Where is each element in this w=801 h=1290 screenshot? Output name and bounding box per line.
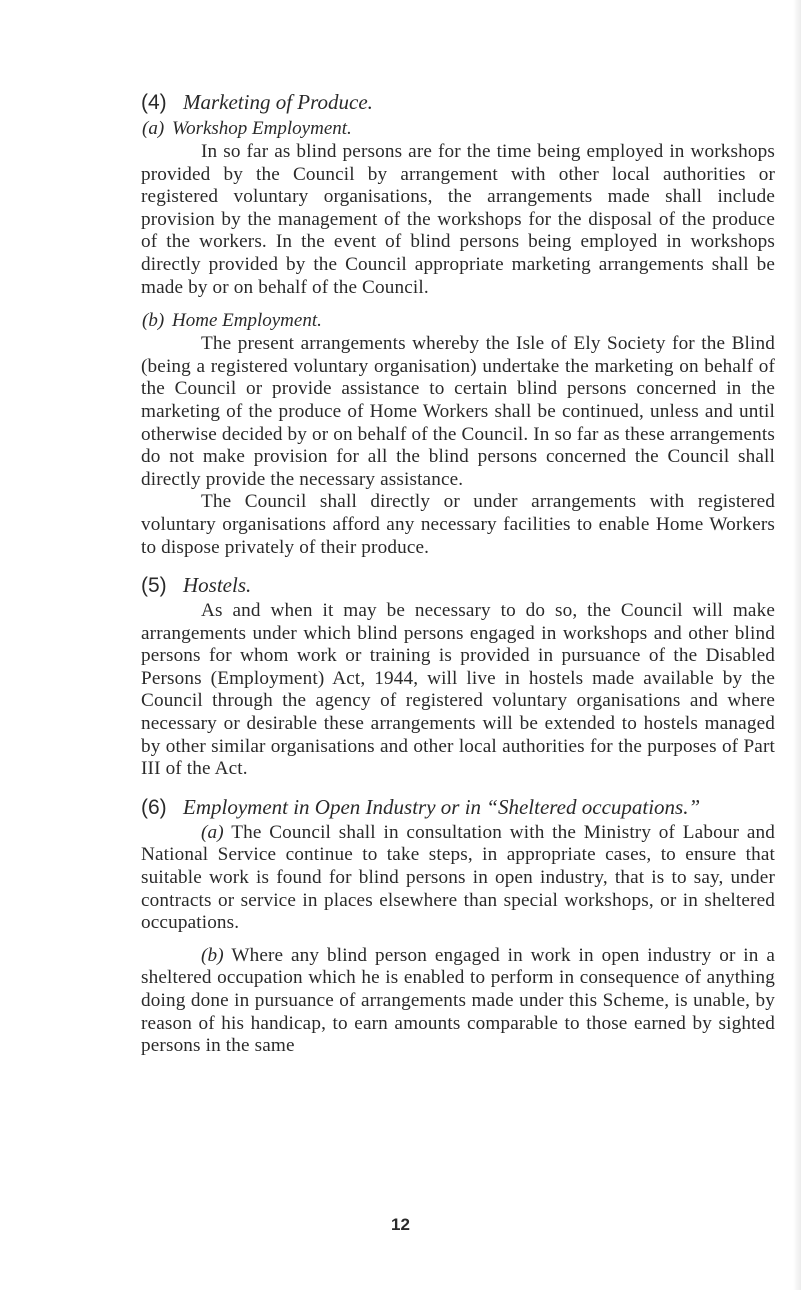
page-content [141,89,775,1058]
section-6-title: Employment in Open Industry or in “Sheltered occupations.” [183,794,701,819]
section-6a-number: (a) [201,821,224,843]
section-6b-paragraph [141,945,775,1058]
section-4-heading [141,89,775,116]
section-4b-paragraph-2: The Council shall directly or under arrangements with registered voluntary organisations afford any necessary facilities to enable Home Workers to dispose privately of their produce. [141,491,775,558]
section-5-number: (5) [141,574,167,598]
section-6a-paragraph [141,822,775,935]
page-number: 12 [391,1215,410,1234]
section-4a-number: (a) [142,118,165,139]
section-4a-paragraph: In so far as blind persons are for the time being employed in workshops provided by the Council by arrangement with other local authorities or registered voluntary organisations, the arrangements made shall include provision by the management of the workshops for the disposal of the produce of the workers. In the event of blind persons being employed in workshops directly provided by the Council appropriate marketing arrangements shall be made by or on behalf of the Council. [141,141,775,298]
section-5-paragraph: As and when it may be necessary to do so, the Council will make arrangements under which blind persons engaged in workshops and other blind persons for whom work or training is provided in pursuance of the Disabled Persons (Employment) Act, 1944, will live in hostels made available by the Council through the agency of registered voluntary organisations and where necessary or desirable these arrangements will be extended to hostels managed by other similar organisations and other local authorities for the purposes of Part III of the Act. [141,600,775,780]
page-edge-shadow [793,0,801,1290]
section-6b-number: (b) [201,944,224,966]
section-4b-heading [141,309,775,333]
section-4b-paragraph-1: The present arrangements whereby the Isle of Ely Society for the Blind (being a registered voluntary organisation) undertake the marketing on behalf of the Council or provide assistance to certain blind persons concerned in the marketing of the produce of Home Workers shall be continued, unless and until otherwise decided by or on behalf of the Council. In so far as these arrangements do not make provision for all the blind persons concerned the Council shall directly provide the necessary assistance. [141,333,775,490]
section-6-number: (6) [141,795,167,819]
section-4-number: (4) [141,91,167,114]
section-6b-text: Where any blind person engaged in work in open industry or in a sheltered occupation which he is enabled to perform in consequence of anything doing done in pursuance of arrangements made under this Scheme, is unable, by reason of his handicap, to earn amounts comparable to those earned by sighted persons in the same [141,944,776,1057]
section-4b-number: (b) [142,310,165,332]
section-6a-text: The Council shall in consultation with the Ministry of Labour and National Service continue to take steps, in appropriate cases, to ensure that suitable work is found for blind persons in open industry, that is to say, under contracts or service in places elsewhere than special workshops, or in sheltered occupations. [141,821,775,934]
section-6-heading [141,794,775,821]
section-4a-title: Workshop Employment. [172,118,352,139]
section-4a-heading [141,117,775,141]
section-4-title: Marketing of Produce. [183,90,373,114]
section-5-heading [141,572,775,599]
section-5-title: Hostels. [183,573,252,598]
section-4b-title: Home Employment. [172,310,322,332]
